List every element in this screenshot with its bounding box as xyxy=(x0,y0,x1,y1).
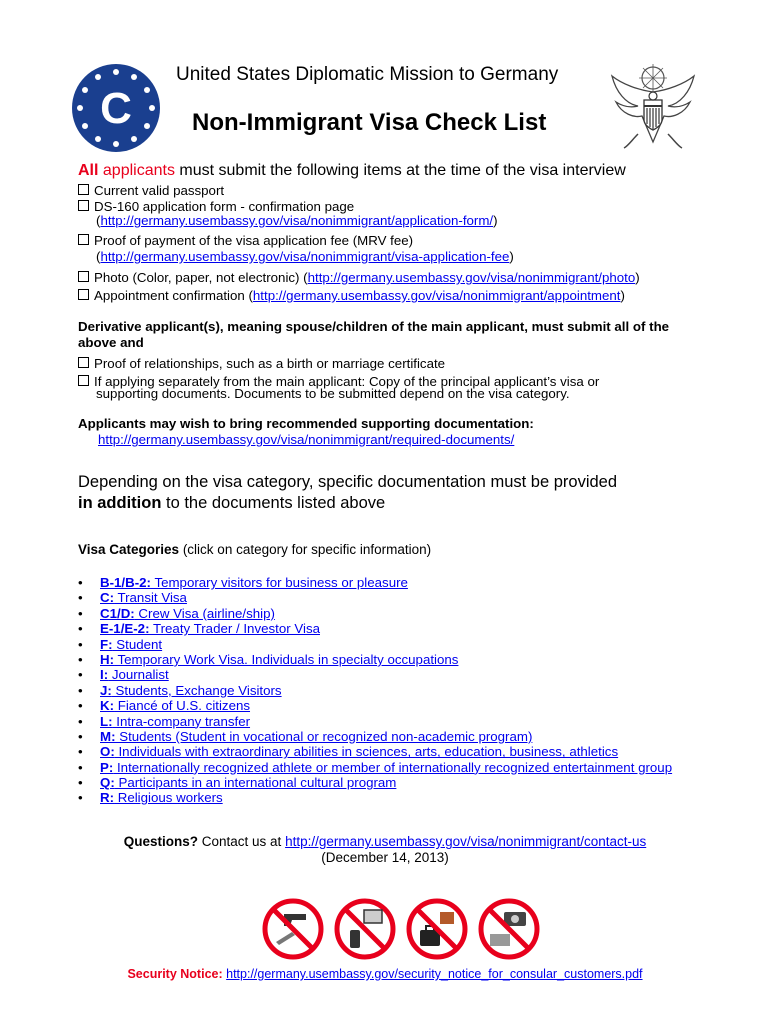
page-title: Non-Immigrant Visa Check List xyxy=(192,109,547,136)
bullet-icon: • xyxy=(78,575,83,590)
visa-category-link[interactable]: Q: Participants in an international cultural program xyxy=(100,775,397,791)
checkbox-icon[interactable] xyxy=(78,271,89,282)
visa-category-item xyxy=(78,775,672,790)
checklist-fee-link-line: (http://germany.usembassy.gov/visa/nonimmigrant/visa-application-fee) xyxy=(96,249,514,264)
checklist-ds160-link-line: (http://germany.usembassy.gov/visa/nonimmigrant/application-form/) xyxy=(96,213,498,228)
consular-logo-icon xyxy=(72,64,160,152)
visa-category-list xyxy=(78,575,672,806)
fee-link[interactable]: http://germany.usembassy.gov/visa/nonimmigrant/visa-application-fee xyxy=(100,249,510,264)
checklist-item-fee: Proof of payment of the visa application fee (MRV fee) xyxy=(78,233,413,249)
bullet-icon: • xyxy=(78,667,83,683)
visa-category-item xyxy=(78,590,672,605)
visa-category-link[interactable]: B-1/B-2: Temporary visitors for business or pleasure xyxy=(100,575,408,590)
mission-name: United States Diplomatic Mission to Germany xyxy=(176,64,559,85)
checklist-item-passport: Current valid passport xyxy=(78,183,224,199)
required-documents-link[interactable]: http://germany.usembassy.gov/visa/nonimmigrant/required-documents/ xyxy=(98,432,515,447)
checkbox-icon[interactable] xyxy=(78,200,89,211)
visa-category-item xyxy=(78,606,672,621)
visa-category-link[interactable]: R: Religious workers xyxy=(100,790,223,806)
visa-category-item xyxy=(78,790,672,805)
contact-us-link[interactable]: http://germany.usembassy.gov/visa/nonimmigrant/contact-us xyxy=(285,834,647,849)
bullet-icon: • xyxy=(78,605,83,621)
visa-category-item xyxy=(78,760,672,775)
bullet-icon: • xyxy=(78,682,83,698)
visa-categories-heading: Visa Categories (click on category for specific information) xyxy=(78,542,432,557)
visa-category-link[interactable]: J: Students, Exchange Visitors xyxy=(100,682,282,698)
appointment-link[interactable]: http://germany.usembassy.gov/visa/nonimmigrant/appointment xyxy=(252,288,621,303)
visa-category-link[interactable]: C1/D: Crew Visa (airline/ship) xyxy=(100,605,275,621)
visa-category-link[interactable]: L: Intra-company transfer xyxy=(100,713,251,729)
visa-category-link[interactable]: M: Students (Student in vocational or recognized non-academic program) xyxy=(100,728,533,744)
visa-category-link[interactable]: P: Internationally recognized athlete or member of internationally recognized entertainment group xyxy=(100,759,673,775)
questions-contact: Questions? Contact us at http://germany.usembassy.gov/visa/nonimmigrant/contact-us (December 14, 2013) xyxy=(123,834,647,865)
ds160-link[interactable]: http://germany.usembassy.gov/visa/nonimmigrant/application-form/ xyxy=(100,213,494,228)
visa-category-link[interactable]: F: Student xyxy=(100,636,163,652)
intro-applicants: applicants xyxy=(98,162,175,179)
visa-category-link[interactable]: K: Fiancé of U.S. citizens xyxy=(100,698,251,714)
derivative-heading: Derivative applicant(s), meaning spouse/children of the main applicant, must submit all of the above and xyxy=(78,319,670,350)
bullet-icon: • xyxy=(78,651,83,667)
checkbox-icon[interactable] xyxy=(78,289,89,300)
derivative-item-relationship: Proof of relationships, such as a birth or marriage certificate xyxy=(78,356,445,372)
visa-category-link[interactable]: C: Transit Visa xyxy=(100,590,187,606)
bullet-icon: • xyxy=(78,636,83,652)
no-electronics-icon xyxy=(334,898,396,960)
bullet-icon: • xyxy=(78,759,83,775)
checkbox-icon[interactable] xyxy=(78,184,89,195)
visa-category-item xyxy=(78,621,672,636)
bullet-icon: • xyxy=(78,728,83,744)
no-camera-icon xyxy=(478,898,540,960)
checklist-item-photo: Photo (Color, paper, not electronic) (http://germany.usembassy.gov/visa/nonimmigrant/photo) xyxy=(78,270,640,286)
visa-category-item xyxy=(78,667,672,682)
no-weapons-icon xyxy=(262,898,324,960)
visa-category-link[interactable]: H: Temporary Work Visa. Individuals in specialty occupations xyxy=(100,651,459,667)
checkbox-icon[interactable] xyxy=(78,234,89,245)
visa-category-link[interactable]: E-1/E-2: Treaty Trader / Investor Visa xyxy=(100,621,320,637)
great-seal-icon xyxy=(608,62,698,152)
derivative-item-separate-cont: supporting documents. Documents to be submitted depend on the visa category. xyxy=(96,386,570,401)
bullet-icon: • xyxy=(78,713,83,729)
visa-category-item xyxy=(78,637,672,652)
bullet-icon: • xyxy=(78,698,83,714)
security-notice: Security Notice: http://germany.usembassy.gov/security_notice_for_consular_customers.pdf xyxy=(127,967,643,981)
visa-category-link[interactable]: I: Journalist xyxy=(100,667,169,683)
visa-category-item xyxy=(78,575,672,590)
intro-sentence xyxy=(78,162,626,180)
visa-category-item xyxy=(78,729,672,744)
revision-date: (December 14, 2013) xyxy=(321,850,449,865)
bullet-icon: • xyxy=(78,775,83,791)
derivative-item-separate: If applying separately from the main applicant: Copy of the principal applicant’s visa or xyxy=(78,374,599,390)
bullet-icon: • xyxy=(78,621,83,637)
visa-category-item xyxy=(78,683,672,698)
bullet-icon: • xyxy=(78,744,83,760)
photo-link[interactable]: http://germany.usembassy.gov/visa/nonimmigrant/photo xyxy=(307,270,636,285)
bullet-icon: • xyxy=(78,590,83,606)
checkbox-icon[interactable] xyxy=(78,375,89,386)
visa-category-item xyxy=(78,652,672,667)
visa-category-item xyxy=(78,714,672,729)
checklist-item-appointment: Appointment confirmation (http://germany.usembassy.gov/visa/nonimmigrant/appointment) xyxy=(78,288,625,304)
visa-category-item xyxy=(78,698,672,713)
checklist-item-ds160: DS-160 application form - confirmation page xyxy=(78,199,354,215)
visa-category-item xyxy=(78,744,672,759)
bullet-icon: • xyxy=(78,790,83,806)
security-notice-link[interactable]: http://germany.usembassy.gov/security_notice_for_consular_customers.pdf xyxy=(226,967,643,981)
recommended-heading: Applicants may wish to bring recommended supporting documentation: xyxy=(78,416,534,431)
recommended-link-line xyxy=(98,432,514,448)
additional-docs-note: Depending on the visa category, specific documentation must be provided in addition to the documents listed above xyxy=(78,473,618,512)
logo-letter: C xyxy=(100,84,132,133)
checkbox-icon[interactable] xyxy=(78,357,89,368)
intro-rest: must submit the following items at the time of the visa interview xyxy=(174,162,626,179)
no-bags-icon xyxy=(406,898,468,960)
intro-all: All xyxy=(78,162,99,179)
visa-category-link[interactable]: O: Individuals with extraordinary abilities in sciences, arts, education, business, athletics xyxy=(100,744,619,760)
